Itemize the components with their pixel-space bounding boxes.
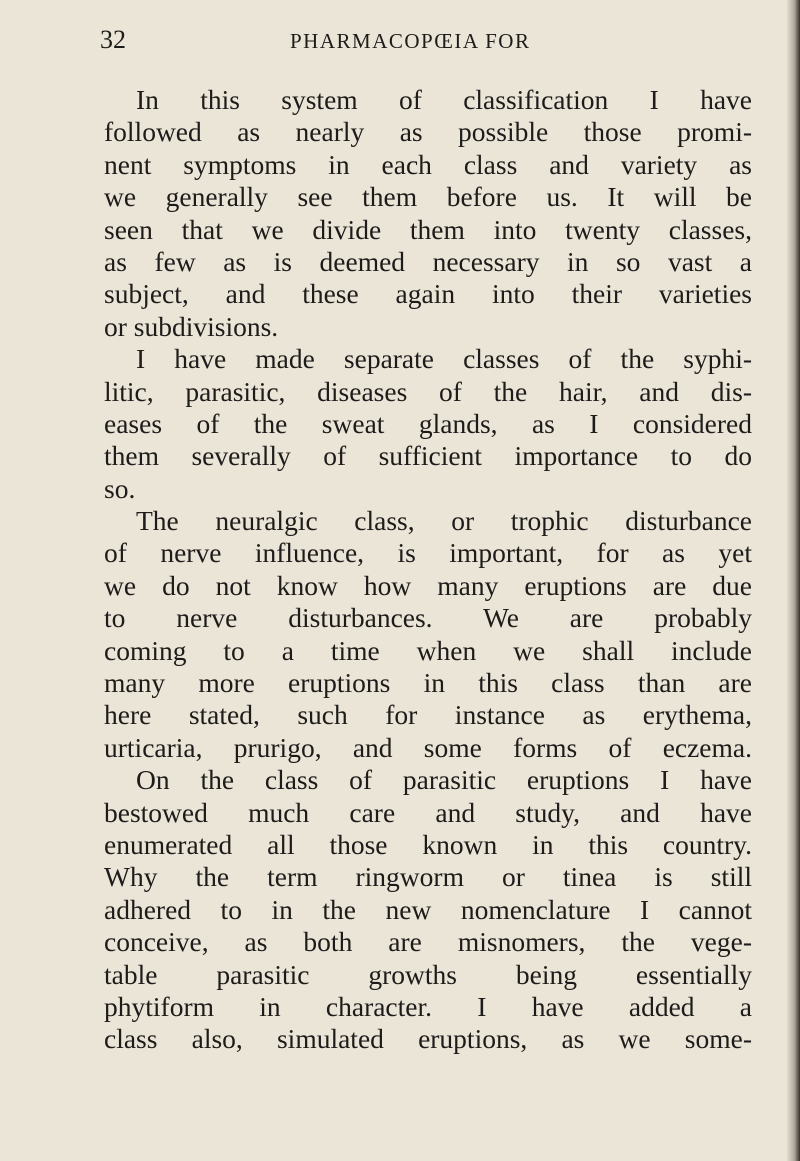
text-line: or subdivisions. bbox=[104, 310, 279, 342]
page-edge-shadow bbox=[786, 0, 800, 1161]
text-line: In this system of classification I have bbox=[136, 84, 752, 115]
text-line: we do not know how many eruptions are due bbox=[104, 569, 752, 601]
text-line: litic, parasitic, diseases of the hair, and dis- bbox=[104, 375, 752, 407]
text-line: we generally see them before us. It will be bbox=[104, 181, 752, 213]
text-line: table parasitic growths being essentially bbox=[104, 958, 752, 990]
text-line: nent symptoms in each class and variety as bbox=[104, 148, 752, 180]
text-line: subject, and these again into their varieties bbox=[104, 278, 752, 310]
text-line: On the class of parasitic eruptions I have bbox=[136, 764, 752, 796]
text-line: conceive, as both are misnomers, the vege- bbox=[104, 926, 752, 958]
text-line: Why the term ringworm or tinea is still bbox=[104, 861, 752, 893]
running-head: PHARMACOPŒIA FOR bbox=[290, 29, 531, 53]
text-line: as few as is deemed necessary in so vast a bbox=[104, 245, 752, 277]
text-line: so. bbox=[104, 472, 136, 504]
text-line: adhered to in the new nomenclature I cannot bbox=[104, 893, 752, 925]
page-number: 32 bbox=[100, 25, 126, 54]
text-line: bestowed much care and study, and have bbox=[104, 796, 752, 828]
text-line: The neuralgic class, or trophic disturbance bbox=[136, 505, 752, 537]
text-line: here stated, such for instance as erythema, bbox=[104, 699, 752, 731]
text-line: I have made separate classes of the syphi- bbox=[136, 343, 752, 375]
body-text bbox=[104, 84, 752, 1056]
text-line: seen that we divide them into twenty classes, bbox=[104, 213, 752, 245]
text-line: to nerve disturbances. We are probably bbox=[104, 602, 752, 634]
text-line: class also, simulated eruptions, as we some- bbox=[104, 1023, 752, 1055]
text-line: followed as nearly as possible those promi- bbox=[104, 116, 752, 148]
text-line: enumerated all those known in this country. bbox=[104, 828, 752, 860]
text-line: them severally of sufficient importance to do bbox=[104, 440, 752, 472]
text-line: coming to a time when we shall include bbox=[104, 634, 752, 666]
text-line: urticaria, prurigo, and some forms of eczema. bbox=[104, 731, 752, 763]
text-line: eases of the sweat glands, as I considered bbox=[104, 407, 752, 439]
text-line: of nerve influence, is important, for as yet bbox=[104, 537, 752, 569]
text-line: many more eruptions in this class than are bbox=[104, 667, 752, 699]
page-header bbox=[0, 24, 800, 56]
text-line: phytiform in character. I have added a bbox=[104, 990, 752, 1022]
